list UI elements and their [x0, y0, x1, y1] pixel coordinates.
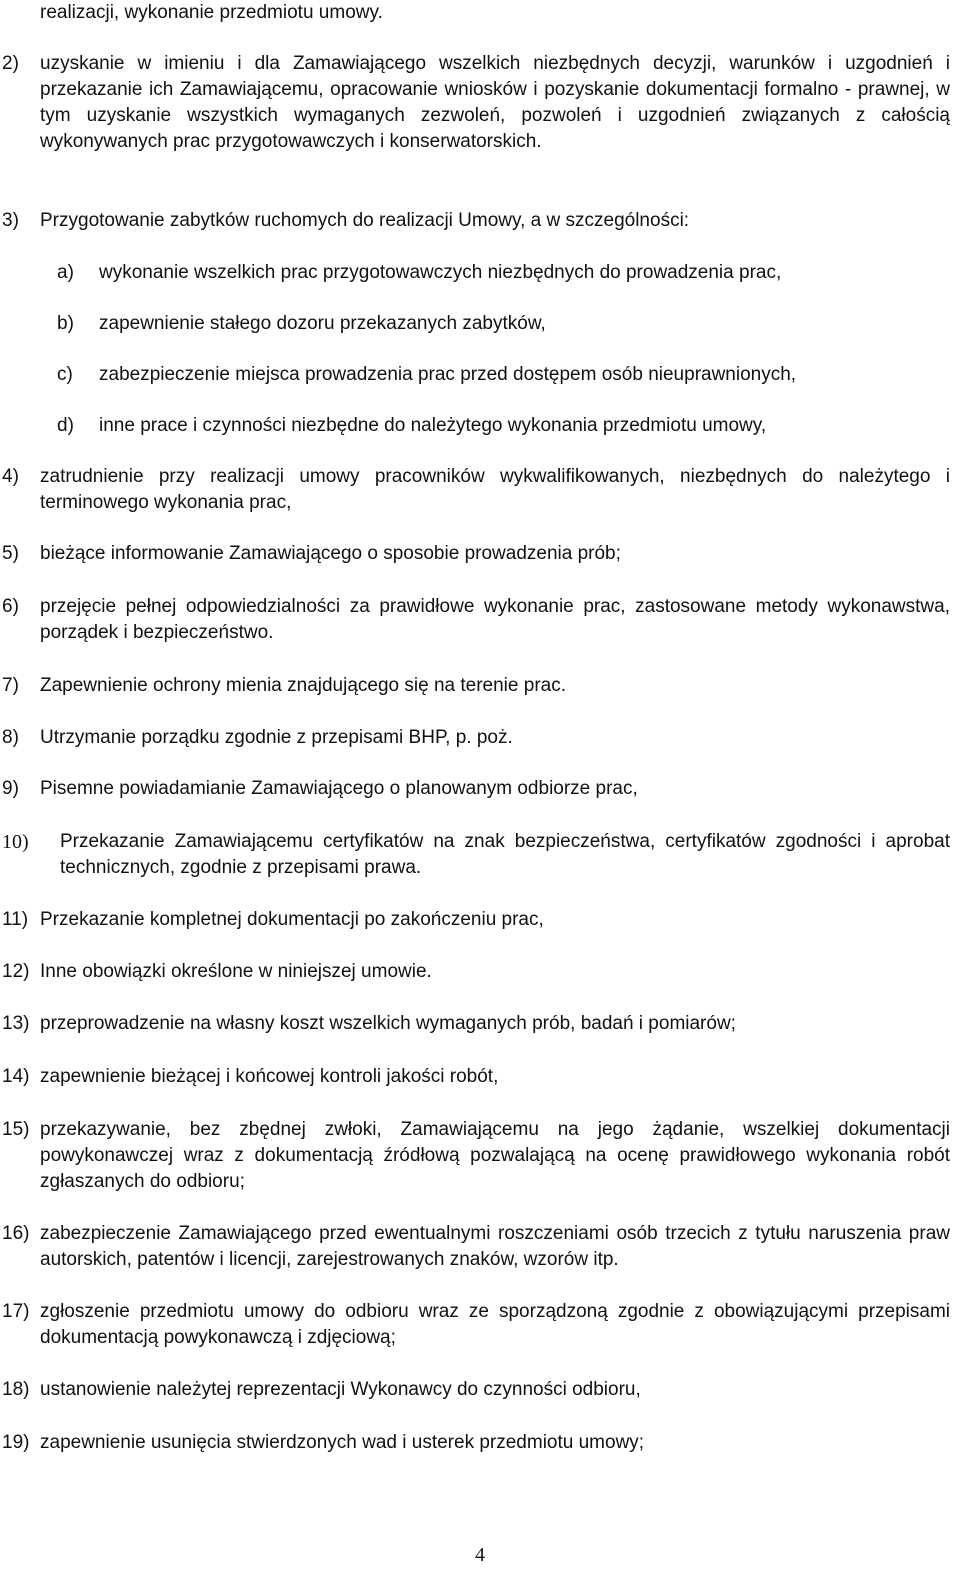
list-text: ustanowienie należytej reprezentacji Wykonawcy do czynności odbioru,	[40, 1379, 641, 1400]
list-item	[0, 1064, 950, 1090]
list-number: 14)	[2, 1066, 30, 1087]
sub-list-item	[55, 311, 935, 337]
list-text: zabezpieczenie Zamawiającego przed ewentualnymi roszczeniami osób trzecich z tytułu naruszenia praw autorskich, patentów i licencji, zarejestrowanych znaków, wzorów itp.	[40, 1223, 950, 1270]
sub-list-text: wykonanie wszelkich prac przygotowawczych niezbędnych do prowadzenia prac,	[99, 262, 782, 283]
page-number: 4	[475, 1544, 485, 1566]
list-item	[0, 594, 950, 646]
list-text: zapewnienie usunięcia stwierdzonych wad i usterek przedmiotu umowy;	[40, 1432, 645, 1453]
list-item	[0, 907, 950, 933]
list-number: 6)	[2, 596, 19, 617]
list-item	[0, 829, 950, 881]
sub-list-letter: b)	[57, 313, 74, 334]
list-number: 9)	[2, 778, 19, 799]
list-item	[0, 208, 950, 234]
sub-list-text: zabezpieczenie miejsca prowadzenia prac przed dostępem osób nieuprawnionych,	[99, 364, 797, 385]
list-number: 19)	[2, 1432, 30, 1453]
list-text: Pisemne powiadamianie Zamawiającego o planowanym odbiorze prac,	[40, 778, 638, 799]
list-item	[0, 541, 950, 567]
list-number: 15)	[2, 1119, 30, 1140]
list-item	[0, 1430, 950, 1456]
list-number: 4)	[2, 466, 19, 487]
list-text: uzyskanie w imieniu i dla Zamawiającego wszelkich niezbędnych decyzji, warunków i uzgodnień i przekazanie ich Zamawiającemu, opracowanie wniosków i pozyskanie dokumentacji formalno - prawnej, w tym uzyskanie wszystkich wymaganych zezwoleń, pozwoleń i uzgodnień związanych z całością wykonywanych prac przygotowawczych i konserwatorskich.	[40, 53, 950, 152]
list-item	[0, 1221, 950, 1273]
list-number: 2)	[2, 53, 19, 74]
list-text: zapewnienie bieżącej i końcowej kontroli jakości robót,	[40, 1066, 499, 1087]
list-item	[0, 1011, 950, 1037]
list-number: 17)	[2, 1301, 30, 1322]
sub-list-item	[55, 260, 935, 286]
sub-list-item	[55, 413, 935, 439]
sub-list-text: inne prace i czynności niezbędne do należytego wykonania przedmiotu umowy,	[99, 415, 767, 436]
list-number: 3)	[2, 210, 19, 231]
list-text: Inne obowiązki określone w niniejszej umowie.	[40, 961, 432, 982]
list-item	[0, 1117, 950, 1195]
intro-tail-text: realizacji, wykonanie przedmiotu umowy.	[40, 2, 383, 23]
list-text: przekazywanie, bez zbędnej zwłoki, Zamawiającemu na jego żądanie, wszelkiej dokumentacji powykonawczej wraz z dokumentacją źródłową pozwalającą na ocenę prawidłowego wykonania robót zgłaszanych do odbioru;	[40, 1119, 950, 1192]
list-item	[0, 1299, 950, 1351]
list-item	[0, 776, 950, 802]
sub-list-letter: a)	[57, 262, 74, 283]
sub-list-text: zapewnienie stałego dozoru przekazanych zabytków,	[99, 313, 546, 334]
list-number: 12)	[2, 961, 30, 982]
list-text: Zapewnienie ochrony mienia znajdującego się na terenie prac.	[40, 675, 566, 696]
list-item	[0, 725, 950, 751]
list-number: 13)	[2, 1013, 30, 1034]
list-number: 11)	[2, 909, 29, 930]
sub-list-item	[55, 362, 935, 388]
sub-list-letter: c)	[57, 364, 73, 385]
list-text: Przekazanie Zamawiającemu certyfikatów na znak bezpieczeństwa, certyfikatów zgodności i aprobat technicznych, zgodnie z przepisami prawa.	[60, 831, 950, 878]
list-number: 10)	[2, 831, 29, 853]
list-text: zatrudnienie przy realizacji umowy pracowników wykwalifikowanych, niezbędnych do należytego i terminowego wykonania prac,	[40, 466, 950, 513]
list-item	[0, 959, 950, 985]
list-text: zgłoszenie przedmiotu umowy do odbioru wraz ze sporządzoną zgodnie z obowiązującymi przepisami dokumentacją powykonawczą i zdjęciową;	[40, 1301, 950, 1348]
sub-list-letter: d)	[57, 415, 74, 436]
list-number: 8)	[2, 727, 19, 748]
list-text: Utrzymanie porządku zgodnie z przepisami BHP, p. poż.	[40, 727, 513, 748]
list-number: 5)	[2, 543, 19, 564]
list-text: przejęcie pełnej odpowiedzialności za prawidłowe wykonanie prac, zastosowane metody wykonawstwa, porządek i bezpieczeństwo.	[40, 596, 950, 643]
list-number: 16)	[2, 1223, 30, 1244]
list-item	[0, 51, 950, 155]
list-item	[0, 673, 950, 699]
list-text: Przygotowanie zabytków ruchomych do realizacji Umowy, a w szczególności:	[40, 210, 690, 231]
list-item	[0, 1377, 950, 1403]
list-number: 7)	[2, 675, 19, 696]
list-number: 18)	[2, 1379, 30, 1400]
list-text: Przekazanie kompletnej dokumentacji po zakończeniu prac,	[40, 909, 544, 930]
list-text: przeprowadzenie na własny koszt wszelkich wymaganych prób, badań i pomiarów;	[40, 1013, 736, 1034]
list-item	[0, 464, 950, 516]
list-text: bieżące informowanie Zamawiającego o sposobie prowadzenia prób;	[40, 543, 621, 564]
